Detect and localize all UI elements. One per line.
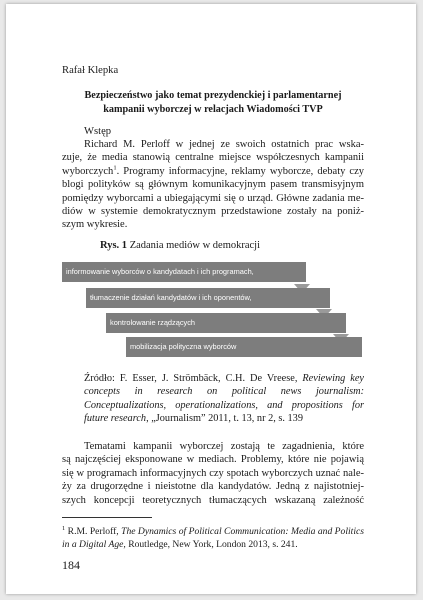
source-title: Reviewing key concepts in research on political news journalism: Conceptualizations, operationalizations, and propositions for future research [84, 373, 364, 425]
text-line: blogi polityków są głównym komunikacyjnym pasem transmisyjnym [62, 179, 364, 191]
author-name: Rafał Klepka [62, 65, 119, 76]
document-page [6, 4, 416, 594]
figure-title [100, 240, 260, 251]
diagram-step-3: kontrolowanie rządzących [106, 313, 346, 333]
diagram-step-2: tłumaczenie działań kandydatów i ich oponentów, [86, 288, 330, 308]
process-diagram [62, 262, 364, 362]
footnote-suffix: , Routledge, New York, London 2013, s. 241. [123, 539, 298, 550]
source-suffix: , „Journalism” 2011, t. 13, nr 2, s. 139 [146, 413, 303, 425]
intro-paragraph [62, 138, 364, 232]
text-line-with-footnote [62, 165, 364, 178]
text-line: szych koncepcji teoretycznych tłumaczących wskazaną zależność [62, 494, 364, 506]
figure-source [84, 372, 364, 426]
text-line: Richard M. Perloff w jednej ze swoich ostatnich prac wska- [84, 139, 364, 150]
text-line: diów w systemie demokratycznym przedstawione zostały na poniż- [62, 206, 364, 218]
diagram-step-1: informowanie wyborców o kandydatach i ich programach, [62, 262, 306, 282]
footnote-title: The Dynamics of Political Communication: Media and Politics in a Digital Age [62, 526, 364, 550]
figure-label: Rys. 1 [100, 240, 128, 251]
text-fragment: Programy informacyjne, reklamy wyborcze, debaty czy [123, 165, 364, 177]
text-line: zuje, że media stanowią centralne miejsce współczesnych kampanii [62, 152, 364, 164]
footnote-divider [62, 517, 152, 518]
figure-caption: Zadania mediów w demokracji [129, 240, 261, 251]
text-fragment: wyborczych [62, 165, 114, 177]
article-title-line-2: kampanii wyborczej w relacjach Wiadomości TVP [103, 104, 323, 115]
footnote-number: 1 [62, 524, 66, 532]
text-line: Tematami kampanii wyborczej zostają te zagadnienia, które [84, 441, 364, 452]
source-prefix: Źródło: F. Esser, J. Strömbäck, C.H. De Vreese, [84, 373, 303, 384]
footnote-ref[interactable]: 1 [113, 164, 117, 172]
article-title-line-1: Bezpieczeństwo jako temat prezydenckiej i parlamentarnej [84, 90, 342, 101]
diagram-step-4: mobilizacja polityczna wyborców [126, 337, 362, 357]
text-fragment: . [116, 165, 124, 177]
article-title [58, 89, 368, 117]
text-line: szym wykresie. [62, 219, 128, 231]
footnote [62, 525, 364, 551]
text-line: pomiędzy wyborcami a ubiegającymi się o urząd. Główne zadania me- [62, 192, 364, 204]
text-line: ży za drugorzędne i nieistotne dla kandydatów. Jedną z najistotniej- [62, 481, 364, 493]
section-heading: Wstęp [84, 126, 112, 137]
page-number: 184 [62, 558, 80, 572]
text-line: są najczęściej eksponowane w mediach. Problemy, które nie pojawią [62, 454, 364, 466]
body-paragraph [62, 440, 364, 507]
text-line: się w programach informacyjnych czy spotach wyborczych uznać nale- [62, 467, 364, 479]
footnote-prefix: R.M. Perloff, [65, 526, 122, 537]
